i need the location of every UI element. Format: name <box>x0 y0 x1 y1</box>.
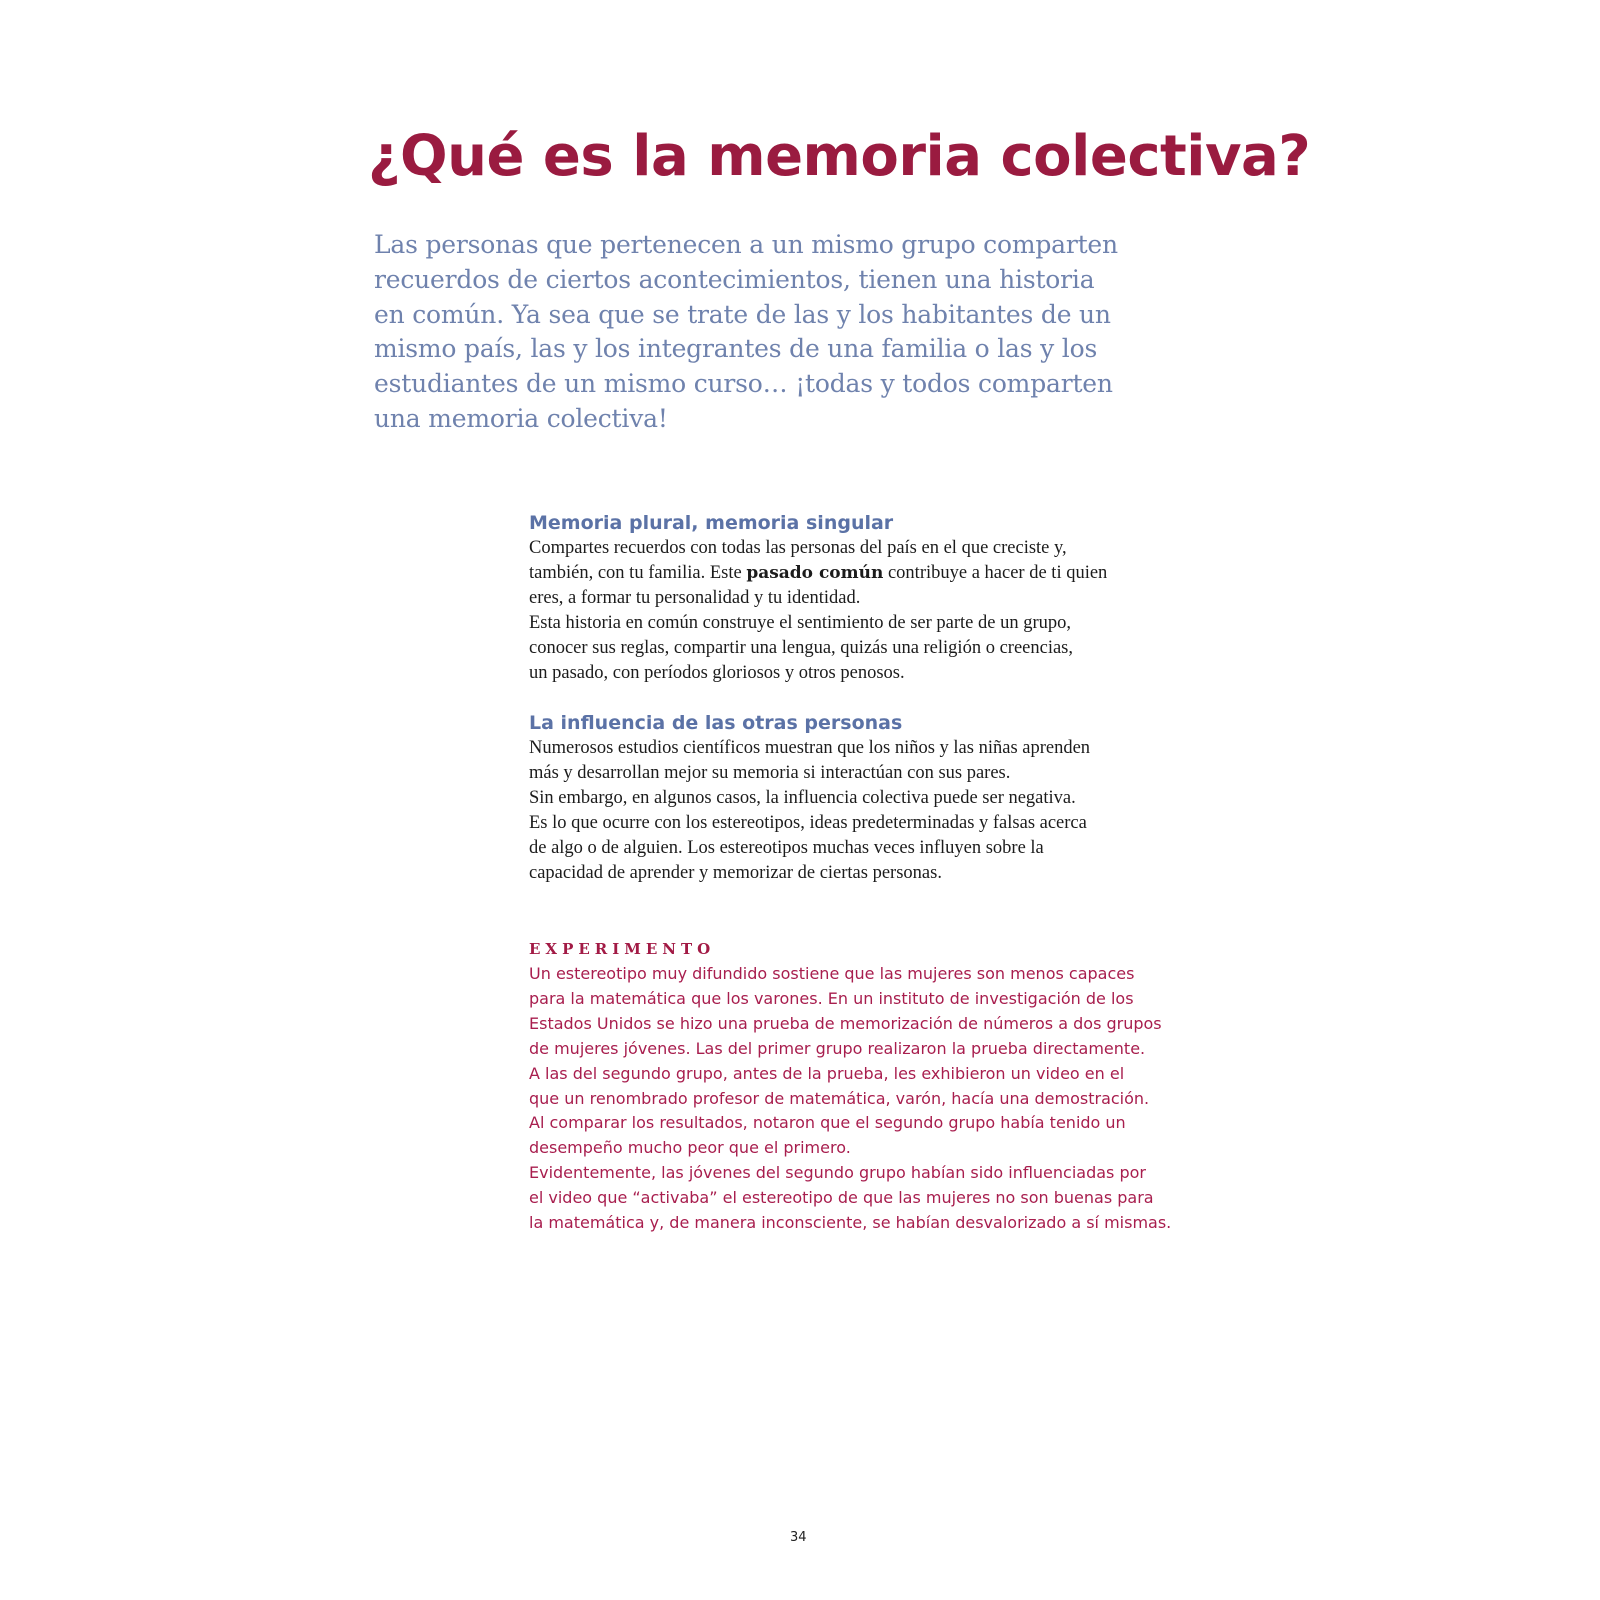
experiment-body <box>529 962 1172 1236</box>
experiment-line: Al comparar los resultados, notaron que el segundo grupo había tenido un <box>529 1113 1126 1133</box>
experiment-box <box>529 938 1172 1236</box>
body-line: Esta historia en común construye el sentimiento de ser parte de un grupo, <box>529 613 1072 633</box>
section-body <box>529 536 1149 686</box>
body-line: un pasado, con períodos gloriosos y otros penosos. <box>529 663 905 683</box>
section-memoria-plural <box>529 510 1149 686</box>
experiment-line: para la matemática que los varones. En un instituto de investigación de los <box>529 988 1134 1008</box>
lead-line: en común. Ya sea que se trate de las y los habitantes de un <box>374 299 1111 329</box>
lead-paragraph <box>374 228 1118 437</box>
body-line: eres, a formar tu personalidad y tu identidad. <box>529 588 861 608</box>
section-influencia <box>529 710 1149 886</box>
page-number: 34 <box>790 1530 807 1545</box>
body-line: Compartes recuerdos con todas las personas del país en el que creciste y, <box>529 538 1067 558</box>
section-body <box>529 736 1149 886</box>
experiment-line: que un renombrado profesor de matemática, varón, hacía una demostración. <box>529 1088 1150 1108</box>
lead-line: Las personas que pertenecen a un mismo grupo comparten <box>374 230 1118 259</box>
lead-line: recuerdos de ciertos acontecimientos, tienen una historia <box>374 264 1095 294</box>
experiment-line: de mujeres jóvenes. Las del primer grupo realizaron la prueba directamente. <box>529 1038 1146 1058</box>
body-line <box>529 561 1149 586</box>
experiment-line: la matemática y, de manera inconsciente, se habían desvalorizado a sí mismas. <box>529 1213 1172 1233</box>
experiment-line: el video que “activaba” el estereotipo de que las mujeres no son buenas para <box>529 1188 1154 1208</box>
section-heading: La influencia de las otras personas <box>529 712 903 734</box>
body-line: de algo o de alguien. Los estereotipos muchas veces influyen sobre la <box>529 838 1044 858</box>
page-title: ¿Qué es la memoria colectiva? <box>368 124 1311 189</box>
experiment-line: desempeño mucho peor que el primero. <box>529 1138 851 1158</box>
experiment-line: Evidentemente, las jóvenes del segundo grupo habían sido influenciadas por <box>529 1163 1146 1183</box>
body-line: Es lo que ocurre con los estereotipos, ideas predeterminadas y falsas acerca <box>529 813 1087 833</box>
body-line: conocer sus reglas, compartir una lengua, quizás una religión o creencias, <box>529 638 1073 658</box>
body-text-segment: contribuye a hacer de ti quien <box>883 563 1108 583</box>
lead-line: una memoria colectiva! <box>374 403 668 433</box>
emphasis-pasado-comun: pasado común <box>746 563 884 583</box>
body-line: Numerosos estudios científicos muestran que los niños y las niñas aprenden <box>529 738 1091 758</box>
experiment-heading: EXPERIMENTO <box>529 940 716 958</box>
experiment-line: A las del segundo grupo, antes de la prueba, les exhibieron un video en el <box>529 1063 1125 1083</box>
experiment-line: Estados Unidos se hizo una prueba de memorización de números a dos grupos <box>529 1013 1162 1033</box>
body-line: capacidad de aprender y memorizar de ciertas personas. <box>529 863 942 883</box>
body-line: Sin embargo, en algunos casos, la influencia colectiva puede ser negativa. <box>529 788 1076 808</box>
body-line: más y desarrollan mejor su memoria si interactúan con sus pares. <box>529 763 1011 783</box>
lead-line: mismo país, las y los integrantes de una familia o las y los <box>374 334 1098 364</box>
body-text-segment: también, con tu familia. Este <box>529 563 747 583</box>
lead-line: estudiantes de un mismo curso… ¡todas y todos comparten <box>374 369 1113 399</box>
section-heading: Memoria plural, memoria singular <box>529 512 894 534</box>
experiment-line: Un estereotipo muy difundido sostiene que las mujeres son menos capaces <box>529 964 1135 983</box>
